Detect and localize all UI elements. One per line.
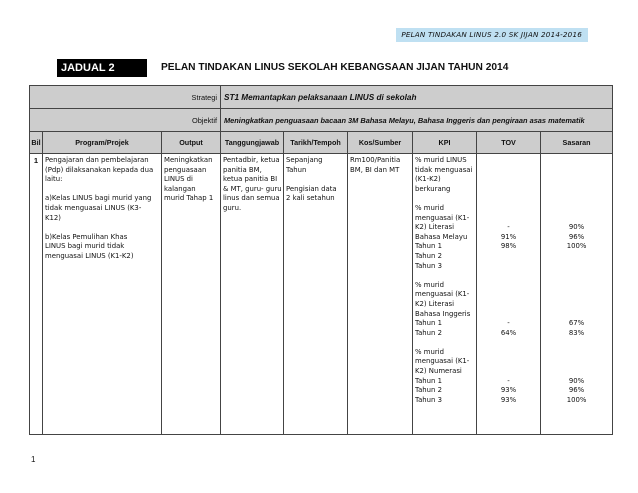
cell-line: 93% bbox=[500, 386, 517, 395]
cell-line bbox=[479, 204, 538, 214]
cell-line: (K1-K2) bbox=[415, 175, 441, 184]
cell-line bbox=[415, 338, 474, 348]
cell-line bbox=[479, 262, 538, 272]
cell-line bbox=[543, 166, 610, 176]
cell-line: 100% bbox=[566, 242, 587, 251]
cell-line bbox=[543, 281, 610, 291]
cell-line bbox=[479, 290, 538, 300]
cell-line: Pengajaran dan pembelajaran bbox=[45, 156, 149, 164]
cell-line: Bahasa Inggeris bbox=[415, 309, 471, 318]
cell-line: Tahun 2 bbox=[415, 386, 442, 395]
cell-line: BM, BI dan MT bbox=[350, 165, 400, 174]
cell-line: Tahun 3 bbox=[415, 395, 442, 404]
cell-line: & MT, guru- guru bbox=[223, 184, 282, 193]
cell-line bbox=[479, 271, 538, 281]
cell-line: menguasai LINUS (K1-K2) bbox=[45, 251, 134, 260]
cell-line bbox=[479, 338, 538, 348]
cell-line: a)Kelas LINUS bagi murid yang bbox=[45, 194, 152, 203]
cell-line: tidak menguasai bbox=[415, 165, 473, 174]
document-title: PELAN TINDAKAN LINUS SEKOLAH KEBANGSAAN JIJAN TAHUN 2014 bbox=[161, 62, 509, 73]
col-tov: TOV bbox=[477, 132, 541, 154]
cell-line bbox=[479, 367, 538, 377]
document-header-bar: PELAN TINDAKAN LINUS 2.0 SK JIJAN 2014-2016 bbox=[396, 28, 588, 42]
cell-line bbox=[543, 262, 610, 272]
cell-line bbox=[479, 166, 538, 176]
cell-line: penguasaan bbox=[164, 165, 207, 174]
cell-line bbox=[543, 338, 610, 348]
row-tov bbox=[477, 154, 541, 435]
cell-line: Tahun 1 bbox=[415, 376, 442, 385]
cell-line: Sepanjang bbox=[286, 156, 323, 164]
cell-line bbox=[543, 357, 610, 367]
cell-line: Tahun 1 bbox=[415, 319, 442, 328]
col-tarikh: Tarikh/Tempoh bbox=[284, 132, 348, 154]
cell-line: Bahasa Melayu bbox=[415, 232, 468, 241]
cell-line bbox=[543, 175, 610, 185]
cell-line: 100% bbox=[566, 395, 587, 404]
cell-line bbox=[479, 300, 538, 310]
cell-line: laitu: bbox=[45, 175, 63, 184]
cell-line: Tahun 3 bbox=[415, 261, 442, 270]
objektif-value: Meningkatkan penguasaan bacaan 3M Bahasa Melayu, Bahasa Inggeris dan pengiraan asas matematik bbox=[221, 109, 613, 132]
cell-line bbox=[479, 156, 538, 166]
row-kos bbox=[348, 154, 413, 435]
row-tarikh bbox=[284, 154, 348, 435]
cell-line: K2) Numerasi bbox=[415, 367, 462, 376]
cell-line: 91% bbox=[500, 232, 517, 241]
col-bil: Bil bbox=[30, 132, 43, 154]
cell-line: berkurang bbox=[415, 184, 451, 193]
cell-line: Tahun 2 bbox=[415, 251, 442, 260]
objektif-label: Objektif bbox=[30, 109, 221, 132]
jadual-label: JADUAL 2 bbox=[57, 59, 147, 77]
cell-line bbox=[543, 290, 610, 300]
cell-line: % murid bbox=[415, 203, 444, 212]
cell-line bbox=[479, 252, 538, 262]
cell-line: % murid LINUS bbox=[415, 156, 467, 164]
cell-line: 96% bbox=[568, 386, 585, 395]
col-sasaran: Sasaran bbox=[541, 132, 613, 154]
cell-line: 93% bbox=[500, 395, 517, 404]
row-bil: 1 bbox=[30, 154, 43, 435]
cell-line bbox=[479, 281, 538, 291]
row-sasaran bbox=[541, 154, 613, 435]
cell-line: 2 kali setahun bbox=[286, 194, 335, 203]
cell-line: Tahun 1 bbox=[415, 242, 442, 251]
cell-line bbox=[479, 194, 538, 204]
strategi-value: ST1 Memantapkan pelaksanaan LINUS di sekolah bbox=[221, 86, 613, 109]
cell-line: 67% bbox=[568, 319, 585, 328]
cell-line bbox=[543, 194, 610, 204]
row-kpi bbox=[413, 154, 477, 435]
cell-line: menguasai (K1- bbox=[415, 213, 470, 222]
cell-line bbox=[415, 194, 474, 204]
cell-line bbox=[45, 185, 159, 195]
cell-line: murid Tahap 1 bbox=[164, 194, 214, 203]
cell-line: b)Kelas Pemulihan Khas bbox=[45, 232, 128, 241]
cell-line: % murid bbox=[415, 347, 444, 356]
cell-line bbox=[543, 300, 610, 310]
cell-line bbox=[479, 185, 538, 195]
cell-line bbox=[543, 310, 610, 320]
row-program bbox=[43, 154, 162, 435]
cell-line: - bbox=[507, 376, 510, 385]
cell-line: menguasai (K1- bbox=[415, 290, 470, 299]
cell-line: Tahun 2 bbox=[415, 328, 442, 337]
cell-line bbox=[543, 156, 610, 166]
col-program: Program/Projek bbox=[43, 132, 162, 154]
cell-line: 98% bbox=[500, 242, 517, 251]
cell-line bbox=[479, 214, 538, 224]
cell-line: - bbox=[507, 223, 510, 232]
cell-line bbox=[543, 367, 610, 377]
cell-line bbox=[479, 357, 538, 367]
row-output bbox=[162, 154, 221, 435]
cell-line bbox=[543, 252, 610, 262]
page-number: 1 bbox=[31, 455, 36, 464]
column-header-row bbox=[30, 132, 613, 154]
cell-line bbox=[286, 175, 345, 185]
cell-line: Tahun bbox=[286, 165, 307, 174]
cell-line: tidak menguasai LINUS (K3- bbox=[45, 203, 142, 212]
cell-line: - bbox=[507, 319, 510, 328]
cell-line: 64% bbox=[500, 328, 517, 337]
cell-line: ketua panitia BI bbox=[223, 175, 278, 184]
cell-line bbox=[543, 348, 610, 358]
strategi-label: Strategi bbox=[30, 86, 221, 109]
cell-line bbox=[543, 271, 610, 281]
cell-line: 96% bbox=[568, 232, 585, 241]
cell-line: K2) Literasi bbox=[415, 223, 455, 232]
cell-line: LINUS di bbox=[164, 175, 193, 184]
cell-line: panitia BM, bbox=[223, 165, 262, 174]
cell-line bbox=[543, 214, 610, 224]
cell-line: menguasai (K1- bbox=[415, 357, 470, 366]
row-tanggungjawab bbox=[221, 154, 284, 435]
cell-line bbox=[479, 310, 538, 320]
cell-line: linus dan semua bbox=[223, 194, 280, 203]
cell-line: LINUS bagi murid tidak bbox=[45, 242, 125, 251]
cell-line: Meningkatkan bbox=[164, 156, 213, 164]
cell-line: 90% bbox=[568, 376, 585, 385]
action-plan-table bbox=[29, 85, 613, 435]
cell-line: (Pdp) dilaksanakan kepada dua bbox=[45, 165, 154, 174]
cell-line: kalangan bbox=[164, 184, 196, 193]
cell-line: % murid bbox=[415, 280, 444, 289]
strategi-row bbox=[30, 86, 613, 109]
cell-line bbox=[479, 175, 538, 185]
cell-line bbox=[45, 223, 159, 233]
cell-line: Pengisian data bbox=[286, 184, 337, 193]
table-row bbox=[30, 154, 613, 435]
col-output: Output bbox=[162, 132, 221, 154]
cell-line bbox=[543, 185, 610, 195]
cell-line bbox=[543, 204, 610, 214]
cell-line: K2) Literasi bbox=[415, 299, 455, 308]
cell-line bbox=[479, 348, 538, 358]
col-tanggungjawab: Tanggungjawab bbox=[221, 132, 284, 154]
cell-line: Pentadbir, ketua bbox=[223, 156, 280, 164]
objektif-row bbox=[30, 109, 613, 132]
cell-line bbox=[415, 271, 474, 281]
cell-line: Rm100/Panitia bbox=[350, 156, 401, 164]
cell-line: guru. bbox=[223, 203, 242, 212]
col-kos: Kos/Sumber bbox=[348, 132, 413, 154]
col-kpi: KPI bbox=[413, 132, 477, 154]
cell-line: 83% bbox=[568, 328, 585, 337]
cell-line: 90% bbox=[568, 223, 585, 232]
cell-line: K12) bbox=[45, 213, 61, 222]
